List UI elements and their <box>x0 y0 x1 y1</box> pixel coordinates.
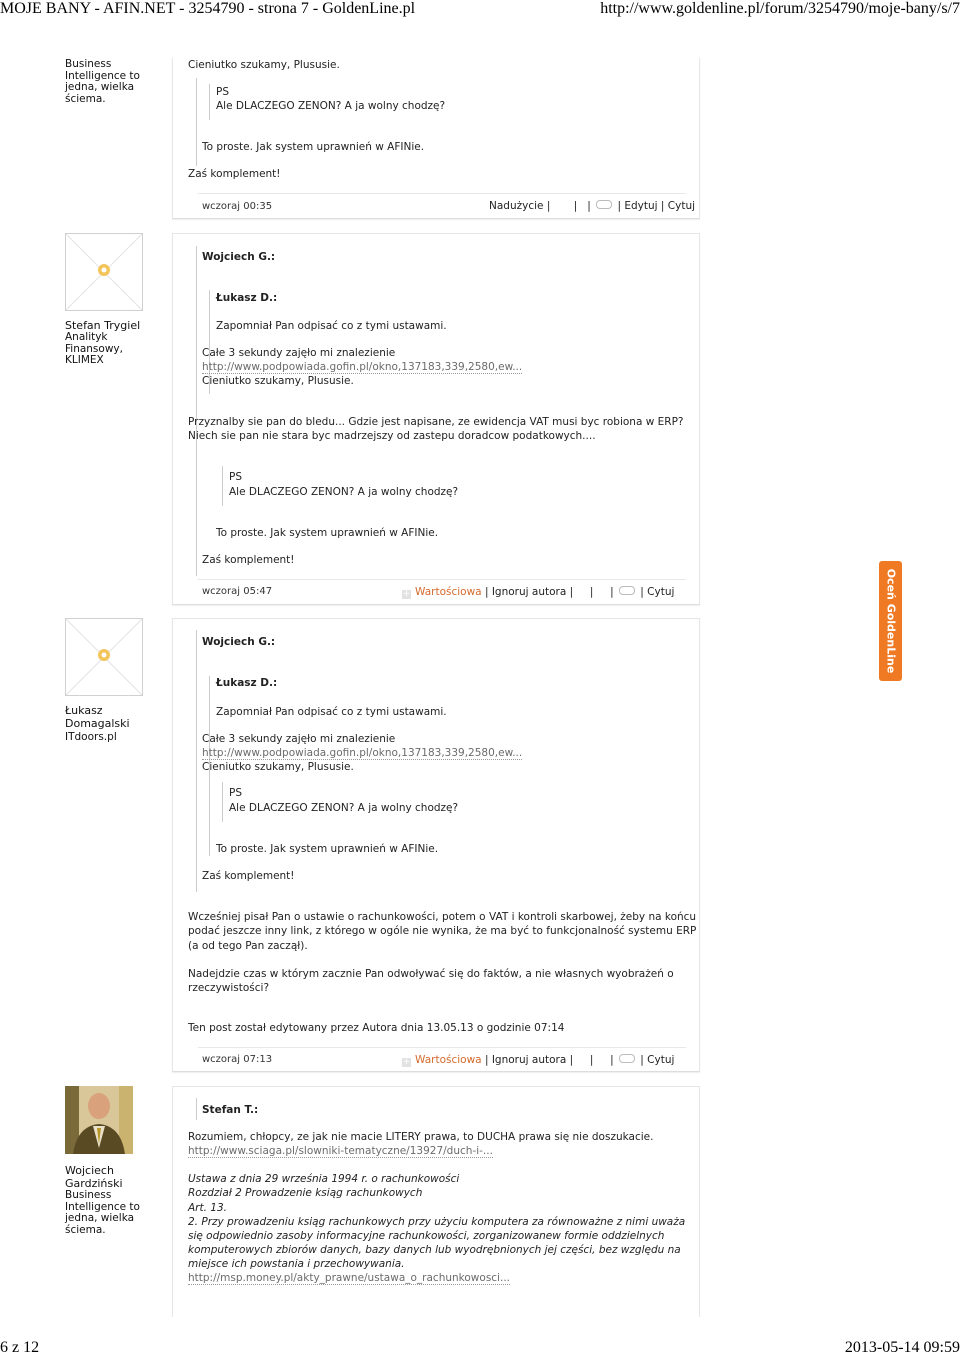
link-icon[interactable] <box>619 586 635 595</box>
edit-note: Ten post został edytowany przez Autora dnia 13.05.13 o godzinie 07:14 <box>188 1022 565 1034</box>
quote-text: PS <box>229 787 242 799</box>
quote-author: Wojciech G.: <box>202 251 276 263</box>
person-photo-icon <box>65 1086 133 1154</box>
avatar-photo[interactable] <box>65 1086 133 1154</box>
post-text: Rozumiem, chłopcy, ze jak nie macie LITERY prawa, to DUCHA prawa się nie doszukacie. <box>188 1131 654 1143</box>
post-text: Rozdział 2 Prowadzenie ksiąg rachunkowych <box>188 1187 423 1199</box>
quote-text: Całe 3 sekundy zajęło mi znalezienie <box>202 733 396 745</box>
author-name[interactable]: Domagalski <box>65 717 130 730</box>
quote-text: Całe 3 sekundy zajęło mi znalezienie <box>202 347 396 359</box>
divider <box>198 1047 686 1048</box>
author-title: ITdoors.pl <box>65 731 117 743</box>
post-time: wczoraj 00:35 <box>202 201 273 212</box>
print-datetime: 2013-05-14 09:59 <box>844 1339 960 1356</box>
quote-text: Cieniutko szukamy, Plususie. <box>202 761 354 773</box>
post-text: 2. Przy prowadzeniu ksiąg rachunkowych przy użyciu komputera za równoważne z nimi uważa <box>188 1216 686 1228</box>
divider <box>198 193 686 194</box>
ignore-author-link[interactable]: Ignoruj autora <box>491 586 567 598</box>
quote-text: Zapomniał Pan odpisać co z tymi ustawami. <box>216 320 447 332</box>
quote-text: PS <box>216 86 229 98</box>
plus-icon: + <box>402 1057 411 1067</box>
author-name[interactable]: Łukasz <box>65 704 103 717</box>
valuable-link[interactable]: Wartościowa <box>415 586 482 598</box>
rate-goldenline-tab[interactable] <box>879 561 902 681</box>
author-title-line: Intelligence to <box>65 1200 140 1213</box>
post-actions: Nadużycie | | | | Edytuj | Cytuj <box>489 200 696 212</box>
post-text: podać jeszcze inny link, z którego w ogóle nie wynika, że ma być to funkcjonalność systemu ERP <box>188 925 697 937</box>
post-text: Wcześniej pisał Pan o ustawie o rachunkowości, potem o VAT i kontroli skarbowej, żeby na końcu <box>188 911 697 923</box>
author-info <box>65 319 165 367</box>
page-url: http://www.goldenline.pl/forum/3254790/moje-bany/s/7 <box>600 0 960 17</box>
quote-bar <box>196 78 197 166</box>
quote-link[interactable]: Cytuj <box>667 200 696 212</box>
quote-text: Ale DLACZEGO ZENON? A ja wolny chodzę? <box>229 802 459 814</box>
author-title <box>65 59 165 105</box>
quote-text: Ale DLACZEGO ZENON? A ja wolny chodzę? <box>229 486 459 498</box>
valuable-link[interactable]: Wartościowa <box>415 1054 482 1066</box>
post-text: Ustawa z dnia 29 września 1994 r. o rachunkowości <box>188 1173 460 1185</box>
quote-bar <box>222 782 223 822</box>
author-info <box>65 1164 165 1236</box>
quote-link[interactable]: Cytuj <box>647 1054 675 1066</box>
avatar[interactable] <box>65 618 143 696</box>
avatar-placeholder-icon <box>66 234 142 310</box>
author-title-line: jedna, wielka <box>65 81 135 93</box>
ignore-author-link[interactable]: Ignoruj autora <box>491 1054 567 1066</box>
quote-text: To proste. Jak system uprawnień w AFINie. <box>216 527 439 539</box>
post-time: wczoraj 07:13 <box>202 1054 273 1065</box>
avatar-placeholder-icon <box>66 619 142 695</box>
post-actions: + Wartościowa | Ignoruj autora | | | | Cytuj <box>402 586 675 599</box>
quote-bar <box>209 84 210 120</box>
quote-author: Łukasz D.: <box>216 677 278 689</box>
post-link[interactable]: http://www.sciaga.pl/slowniki-tematyczne/13927/duch-i-... <box>188 1145 493 1157</box>
quote-bar <box>196 630 197 892</box>
report-link[interactable]: Nadużycie <box>489 200 544 212</box>
quote-text: Ale DLACZEGO ZENON? A ja wolny chodzę? <box>216 100 446 112</box>
quote-link[interactable]: Cytuj <box>647 586 675 598</box>
author-title-line: Business <box>65 58 112 70</box>
quote-text: To proste. Jak system uprawnień w AFINie. <box>216 843 439 855</box>
link-icon[interactable] <box>619 1054 635 1063</box>
author-name[interactable]: Gardziński <box>65 1177 123 1190</box>
plus-icon: + <box>402 589 411 599</box>
author-title-line: ściema. <box>65 1223 106 1236</box>
quote-author: Stefan T.: <box>202 1104 259 1116</box>
quote-text: Cieniutko szukamy, Plususie. <box>202 375 354 387</box>
page-number: 6 z 12 <box>0 1339 40 1356</box>
quote-bar <box>222 466 223 506</box>
author-title-line: Intelligence to <box>65 69 140 82</box>
post-link-row <box>188 1145 493 1157</box>
quote-text: PS <box>229 471 242 483</box>
quote-text: Cieniutko szukamy, Plususie. <box>188 59 340 71</box>
avatar[interactable] <box>65 233 143 311</box>
post-text: Nadejdzie czas w którym zacznie Pan odwoływać się do faktów, a nie własnych wyobrażeń o <box>188 968 674 980</box>
post-text: się odpowiednio zasoby informacyjne rachunkowości, zorganizowanew formie oddzielnych <box>188 1230 665 1242</box>
author-title-line: Business <box>65 1189 112 1201</box>
quote-text: Zapomniał Pan odpisać co z tymi ustawami. <box>216 706 447 718</box>
edit-link[interactable]: Edytuj <box>624 200 658 212</box>
post-time: wczoraj 05:47 <box>202 586 273 597</box>
divider <box>198 579 686 580</box>
post-text: Zaś komplement! <box>202 554 295 566</box>
post-text: (a od tego Pan zaczął). <box>188 940 308 952</box>
author-title-line: Finansowy, <box>65 342 123 355</box>
quote-link[interactable]: http://www.podpowiada.gofin.pl/okno,137183,339,2580,ew... <box>202 361 523 373</box>
page-title: MOJE BANY - AFIN.NET - 3254790 - strona 7 - GoldenLine.pl <box>0 0 416 17</box>
quote-link-row <box>202 361 522 373</box>
quote-bar <box>196 246 197 576</box>
quote-text: Zaś komplement! <box>202 870 295 882</box>
author-title-line: ściema. <box>65 92 106 105</box>
author-name[interactable]: Stefan Trygiel <box>65 319 141 332</box>
author-name[interactable]: Wojciech <box>65 1164 114 1177</box>
post-box <box>172 58 700 219</box>
post-link-row <box>188 1272 510 1284</box>
quote-text: Przyznalby sie pan do bledu... Gdzie jest napisane, ze ewidencja VAT musi byc robiona w ERP? <box>188 416 684 428</box>
post-text: Zaś komplement! <box>188 168 281 180</box>
author-title-line: Analityk <box>65 331 108 343</box>
quote-author: Wojciech G.: <box>202 636 276 648</box>
quote-author: Łukasz D.: <box>216 292 278 304</box>
author-title-line: KLIMEX <box>65 354 104 366</box>
post-text: rzeczywistości? <box>188 982 270 994</box>
post-text: miejsce ich powstania i przechowywania. <box>188 1258 405 1270</box>
quote-link-row <box>202 747 522 759</box>
quote-text: To proste. Jak system uprawnień w AFINie. <box>202 141 425 153</box>
post-link[interactable]: http://msp.money.pl/akty_prawne/ustawa_o_rachunkowosci... <box>188 1272 510 1284</box>
link-icon[interactable] <box>596 200 612 209</box>
quote-link[interactable]: http://www.podpowiada.gofin.pl/okno,137183,339,2580,ew... <box>202 747 523 759</box>
author-info <box>65 704 165 744</box>
post-actions: + Wartościowa | Ignoruj autora | | | | Cytuj <box>402 1054 675 1067</box>
rate-tab-label: Oceń GoldenLine <box>884 568 898 674</box>
author-title-line: jedna, wielka <box>65 1212 135 1224</box>
quote-text: Niech sie pan nie stara byc madrzejszy od zastepu doradcow podatkowych.... <box>188 430 596 442</box>
quote-bar <box>196 1098 197 1120</box>
post-text: Art. 13. <box>188 1202 227 1214</box>
post-text: komputerowych zbiorów danych, bazy danych lub wyodrębnionych jej części, bez względu na <box>188 1244 681 1256</box>
